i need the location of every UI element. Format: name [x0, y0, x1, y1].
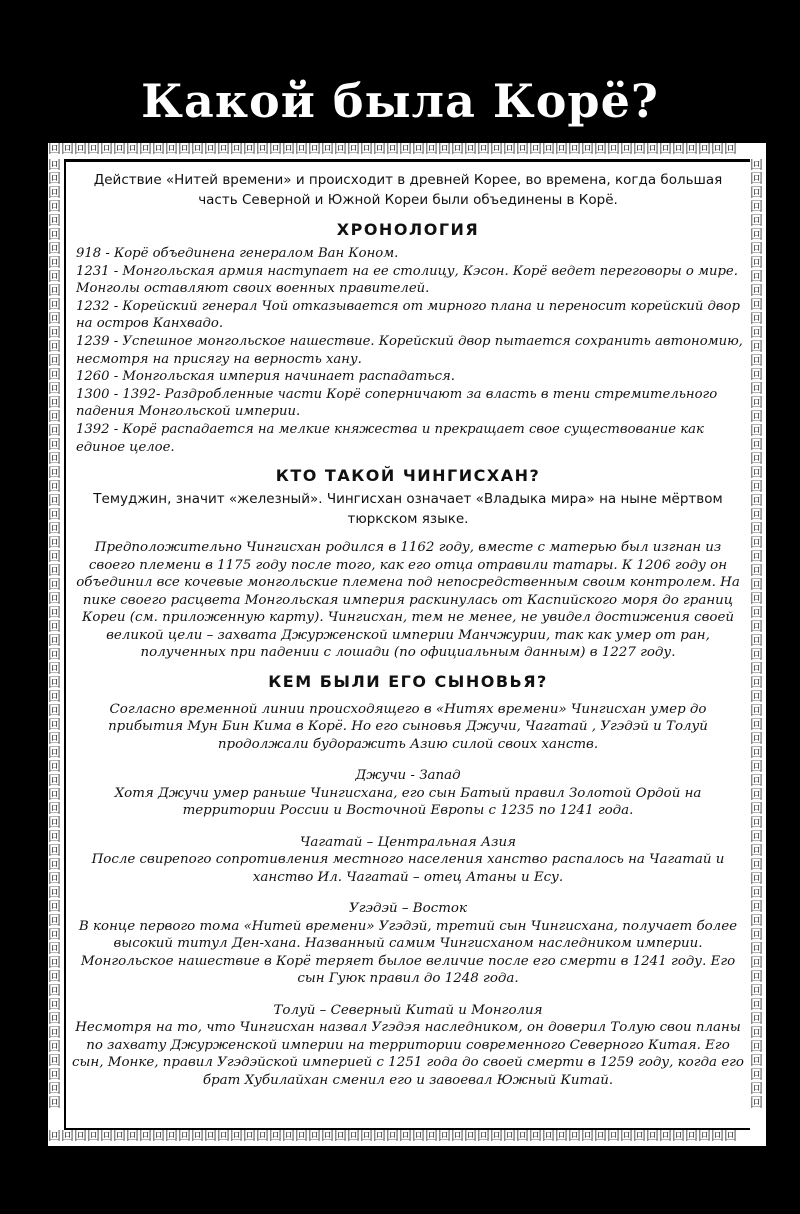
son-title: Угэдэй – Восток: [349, 901, 467, 917]
son-text: В конце первого тома «Нитей времени» Угэдэй, третий сын Чингисхана, получает более высокий титул Ден-хана. Названный самим Чингисханом наследником империи. Монгольское нашествие в Корё теряет былое величие после его смерти в 1241 году. Его сын Гуюк правил до 1248 года.: [78, 918, 738, 987]
greek-key-border-top: 回回回回回回回回回回回回回回回回回回回回回回回回回回回回回回回回回回回回回回回回回回回回回回回回回回回回回: [48, 143, 766, 159]
son-block-tolui: [66, 1002, 750, 1090]
genghis-text: Предположительно Чингисхан родился в 1162 году, вместе с матерью был изгнан из своего племени в 1175 году после того, как его отца отравили татары. К 1206 году он объединил все кочевые монгольские племена под непосредственным своим контролем. На пике своего расцвета Монгольская империя раскинулась от Каспийского моря до границ Кореи (см. приложенную карту). Чингисхан, тем не менее, не увидел достижения своей великой цели – захвата Джурженской империи Манчжурии, так как умер от ран, полученных при падении с лошади (по официальным данным) в 1227 году.: [76, 540, 740, 661]
chronology-item: 1300 - 1392- Раздробленные части Корё соперничают за власть в тени стремительного падения Монгольской империи.: [76, 386, 718, 420]
chronology-heading: ХРОНОЛОГИЯ: [336, 220, 480, 239]
son-block-chagatai: [66, 834, 750, 887]
son-block-ogedei: [66, 900, 750, 988]
chronology-item: 918 - Корё объединена генералом Ван Коном.: [76, 246, 399, 261]
chronology-item: 1239 - Успешное монгольское нашествие. Корейский двор пытается сохранить автономию, несмотря на присягу на верность хану.: [76, 333, 743, 367]
son-block-jochi: [66, 767, 750, 820]
chronology-item: 1260 - Монгольская империя начинает распадаться.: [76, 369, 455, 385]
son-text: После свирепого сопротивления местного населения ханство распалось на Чагатай и ханство Ил. Чагатай – отец Атаны и Есу.: [91, 852, 725, 885]
chronology-item: 1232 - Корейский генерал Чой отказывается от мирного плана и переносит корейский двор на остров Канхвадо.: [76, 298, 740, 332]
son-title: Чагатай – Центральная Азия: [300, 834, 516, 850]
genghis-subtitle: Темуджин, значит «железный». Чингисхан означает «Владыка мира» на ныне мёртвом тюркском языке.: [93, 491, 723, 528]
intro-text: Действие «Нитей времени» и происходит в древней Корее, во времена, когда большая часть Северной и Южной Кореи были объединены в Корё.: [93, 172, 723, 208]
chronology-item: 1392 - Корё распадается на мелкие княжества и прекращает свое существование как единое целое.: [76, 421, 704, 455]
chronology-list: [76, 245, 750, 456]
son-text: Хотя Джучи умер раньше Чингисхана, его сын Батый правил Золотой Ордой на территории России и Восточной Европы с 1235 по 1241 года.: [114, 785, 702, 819]
son-text: Несмотря на то, что Чингисхан назвал Угэдэя наследником, он доверил Толую свои планы по захвату Джурженской империи на территории современного Северного Китая. Его сын, Монке, правил Угэдэйской империей с 1251 года до своей смерти в 1259 году, когда его брат Хубилайхан сменил его и завоевал Южный Китай.: [72, 1020, 744, 1088]
sons-heading: КЕМ БЫЛИ ЕГО СЫНОВЬЯ?: [268, 671, 548, 691]
chronology-item: 1231 - Монгольская армия наступает на ее столицу, Кэсон. Корё ведет переговоры о мире. Монголы оставляют своих военных правителей.: [76, 263, 738, 297]
greek-key-border-bottom: 回回回回回回回回回回回回回回回回回回回回回回回回回回回回回回回回回回回回回回回回回回回回回回回回回回回回回: [48, 1130, 766, 1146]
genghis-heading: КТО ТАКОЙ ЧИНГИСХАН?: [275, 466, 541, 486]
content-panel: [66, 162, 750, 1128]
greek-key-border-right: 回回回回回回回回回回回回回回回回回回回回回回回回回回回回回回回回回回回回回回回回回回回回回回回回回回回回回回回回回回回回回回回回回回回回: [750, 159, 766, 1130]
greek-key-border-left: 回回回回回回回回回回回回回回回回回回回回回回回回回回回回回回回回回回回回回回回回回回回回回回回回回回回回回回回回回回回回回回回回回回回回: [48, 159, 64, 1130]
sons-intro: Согласно временной линии происходящего в «Нитях времени» Чингисхан умер до прибытия Мун Бин Кима в Корё. Но его сыновья Джучи, Чагатай , Угэдэй и Толуй продолжали будоражить Азию силой своих ханств.: [108, 701, 708, 752]
son-title: Джучи - Запад: [355, 768, 461, 784]
son-title: Толуй – Северный Китай и Монголия: [273, 1002, 543, 1018]
page-title: Какой была Корё?: [141, 74, 659, 128]
